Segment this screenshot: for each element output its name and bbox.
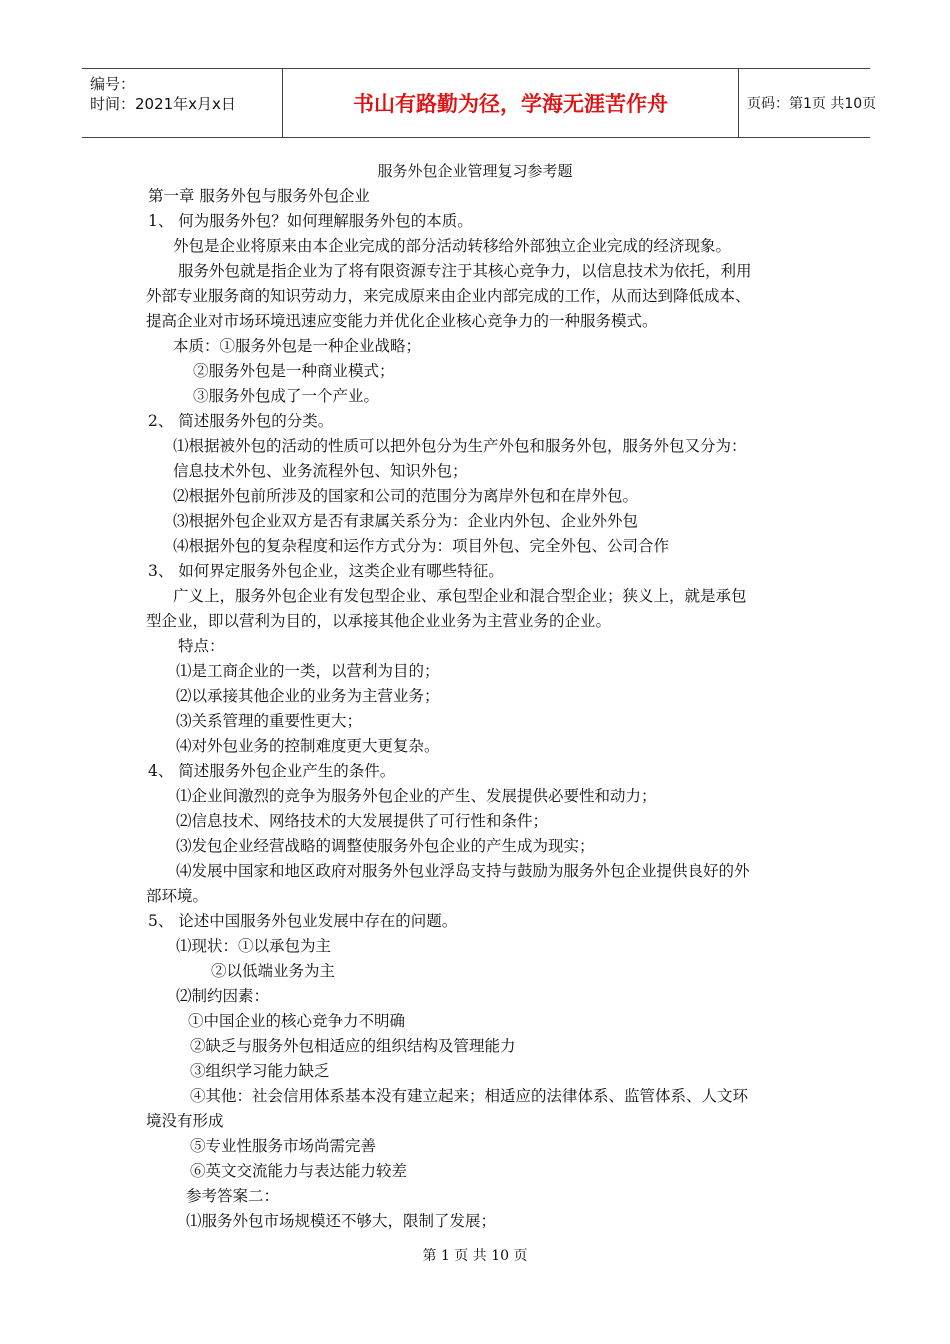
text-line: 境没有形成 <box>146 1112 224 1130</box>
text-line: ①中国企业的核心竞争力不明确 <box>188 1012 406 1030</box>
text-line: ⑴是工商企业的一类，以营利为目的； <box>176 662 440 680</box>
question-4: 4、 简述服务外包企业产生的条件。 <box>148 762 396 780</box>
text-line: ④其他：社会信用体系基本没有建立起来；相适应的法律体系、监管体系、人文环 <box>190 1087 749 1105</box>
text-line: 部环境。 <box>146 887 209 905</box>
text-line: ⑵根据外包前所涉及的国家和公司的范围分为离岸外包和在岸外包。 <box>173 487 639 505</box>
text-line: ⑶根据外包企业双方是否有隶属关系分为：企业内外包、企业外外包 <box>173 512 639 530</box>
text-line: ⑶发包企业经营战略的调整使服务外包企业的产生成为现实； <box>176 837 595 855</box>
text-line: 外包是企业将原来由本企业完成的部分活动转移给外部独立企业完成的经济现象。 <box>173 237 732 255</box>
text-line: ⑴现状：①以承包为主 <box>176 937 332 955</box>
motto: 书山有路勤为径，学海无涯苦作舟 <box>282 69 739 137</box>
text-line: ⑵制约因素： <box>176 987 270 1005</box>
question-2: 2、 简述服务外包的分类。 <box>148 412 334 430</box>
text-line: 特点： <box>178 637 225 655</box>
document-title: 服务外包企业管理复习参考题 <box>377 162 573 180</box>
text-line: 参考答案二： <box>186 1187 280 1205</box>
text-line: 外部专业服务商的知识劳动力，来完成原来由企业内部完成的工作，从而达到降低成本、 <box>146 287 751 305</box>
text-line: ⑥英文交流能力与表达能力较差 <box>190 1162 408 1180</box>
text-line: ②服务外包是一种商业模式； <box>193 362 395 380</box>
page-footer: 第 1 页 共 10 页 <box>422 1248 528 1264</box>
text-line: ②缺乏与服务外包相适应的组织结构及管理能力 <box>190 1037 516 1055</box>
question-1: 1、 何为服务外包？如何理解服务外包的本质。 <box>148 212 473 230</box>
text-line: ③组织学习能力缺乏 <box>190 1062 330 1080</box>
text-line: ②以低端业务为主 <box>211 962 336 980</box>
date-label: 时间：2021年x月x日 <box>90 95 236 113</box>
text-line: ⑷发展中国家和地区政府对服务外包业浮岛支持与鼓励为服务外包企业提供良好的外 <box>176 862 750 880</box>
text-line: ⑶关系管理的重要性更大； <box>176 712 363 730</box>
text-line: ③服务外包成了一个产业。 <box>193 387 380 405</box>
text-line: ⑷对外包业务的控制难度更大更复杂。 <box>176 737 440 755</box>
text-line: ⑵信息技术、网络技术的大发展提供了可行性和条件； <box>176 812 549 830</box>
text-line: 型企业，即以营利为目的，以承接其他企业业务为主营业务的企业。 <box>146 612 612 630</box>
header-table <box>82 68 877 138</box>
text-line: ⑴企业间激烈的竞争为服务外包企业的产生、发展提供必要性和动力； <box>176 787 657 805</box>
page-info: 页码：第1页 共10页 <box>747 96 877 112</box>
header-left-cell <box>82 69 282 137</box>
text-line: ⑤专业性服务市场尚需完善 <box>190 1137 377 1155</box>
chapter-heading: 第一章 服务外包与服务外包企业 <box>148 187 370 205</box>
text-line: 广义上，服务外包企业有发包型企业、承包型企业和混合型企业；狭义上，就是承包 <box>173 587 747 605</box>
text-line: ⑷根据外包的复杂程度和运作方式分为：项目外包、完全外包、公司合作 <box>173 537 670 555</box>
text-line: 信息技术外包、业务流程外包、知识外包； <box>173 462 468 480</box>
text-line: 提高企业对市场环境迅速应变能力并优化企业核心竞争力的一种服务模式。 <box>146 312 658 330</box>
text-line: 服务外包就是指企业为了将有限资源专注于其核心竞争力，以信息技术为依托，利用 <box>178 262 752 280</box>
text-line: 本质：①服务外包是一种企业战略； <box>173 337 422 355</box>
text-line: ⑴服务外包市场规模还不够大，限制了发展； <box>186 1212 497 1230</box>
text-line: ⑴根据被外包的活动的性质可以把外包分为生产外包和服务外包，服务外包又分为： <box>173 437 747 455</box>
number-label: 编号： <box>90 75 136 93</box>
question-5: 5、 论述中国服务外包业发展中存在的问题。 <box>148 912 458 930</box>
question-3: 3、 如何界定服务外包企业，这类企业有哪些特征。 <box>148 562 504 580</box>
text-line: ⑵以承接其他企业的业务为主营业务； <box>176 687 440 705</box>
